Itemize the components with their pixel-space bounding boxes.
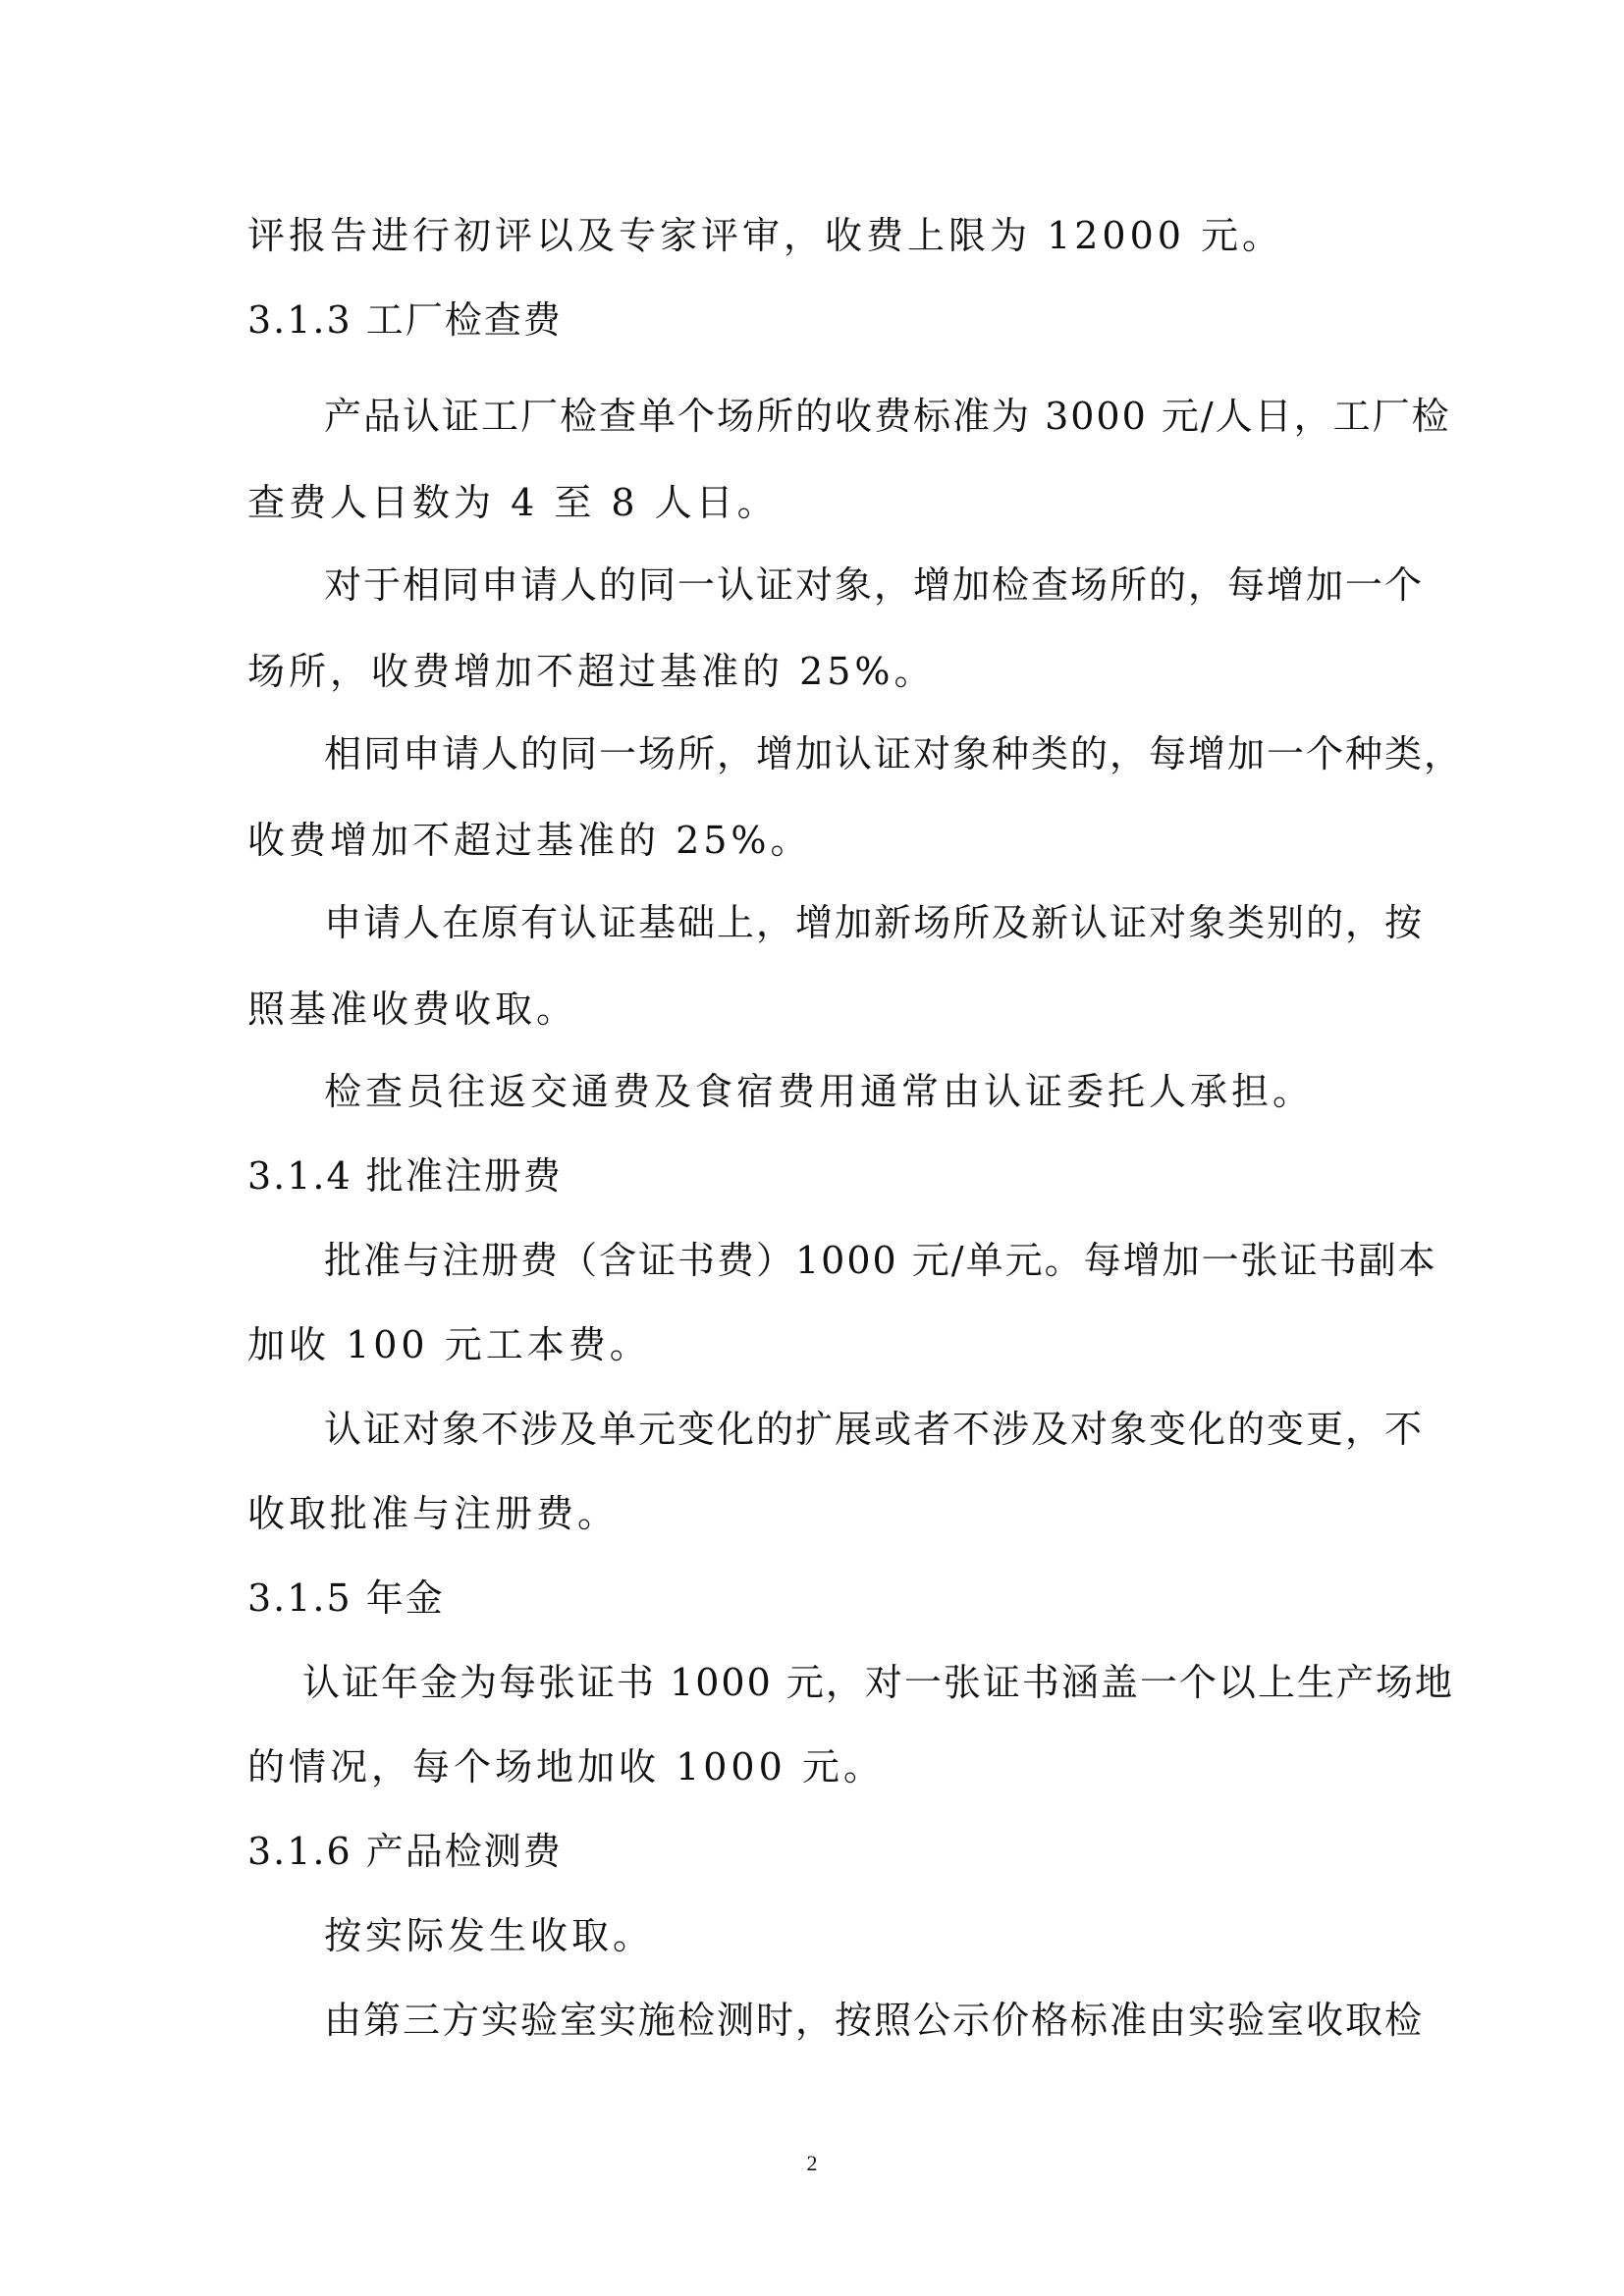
paragraph-line: 对于相同申请人的同一认证对象，增加检查场所的，每增加一个 [324,563,1425,607]
paragraph-line: 场所，收费增加不超过基准的 25%。 [247,650,936,693]
paragraph-line: 产品认证工厂检查单个场所的收费标准为 3000 元/人日，工厂检 [324,395,1451,438]
paragraph-line: 认证年金为每张证书 1000 元，对一张证书涵盖一个以上生产场地 [302,1661,1454,1704]
paragraph-line: 检查员往返交通费及食宿费用通常由认证委托人承担。 [324,1070,1315,1113]
paragraph-line: 加收 100 元工本费。 [247,1323,651,1366]
paragraph-line: 查费人日数为 4 至 8 人日。 [247,481,779,524]
paragraph-line: 认证对象不涉及单元变化的扩展或者不涉及对象变化的变更，不 [324,1408,1425,1451]
paragraph-line: 申请人在原有认证基础上，增加新场所及新认证对象类别的，按 [324,901,1425,944]
paragraph-line: 照基准收费收取。 [247,988,578,1031]
paragraph-line: 收费增加不超过基准的 25%。 [247,819,812,862]
section-heading-3-1-5: 3.1.5 年金 [247,1576,445,1620]
section-heading-3-1-4: 3.1.4 批准注册费 [247,1154,563,1198]
paragraph-line: 收取批准与注册费。 [247,1492,620,1535]
paragraph-line: 批准与注册费（含证书费）1000 元/单元。每增加一张证书副本 [324,1239,1437,1282]
section-heading-3-1-3: 3.1.3 工厂检查费 [247,298,563,342]
section-heading-3-1-6: 3.1.6 产品检测费 [247,1830,563,1873]
paragraph-line: 评报告进行初评以及专家评审，收费上限为 12000 元。 [247,214,1284,257]
paragraph-line: 相同申请人的同一场所，增加认证对象种类的，每增加一个种类， [324,732,1464,775]
paragraph-line: 按实际发生收取。 [324,1914,655,1957]
paragraph-line: 的情况，每个场地加收 1000 元。 [247,1745,885,1789]
paragraph-line: 由第三方实验室实施检测时，按照公示价格标准由实验室收取检 [324,1999,1425,2042]
page-number: 2 [806,2151,818,2175]
